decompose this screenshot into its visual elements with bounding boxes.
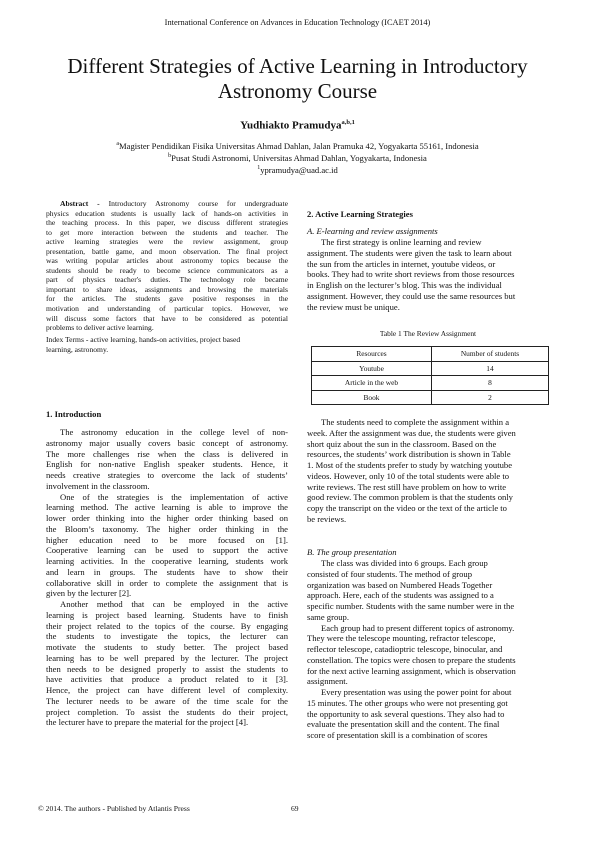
text-line: constellation. The topics were chosen to prepare the students xyxy=(307,654,516,665)
text-line: involvement in the classroom. xyxy=(46,480,150,491)
text-line: astronomy major usually covers basic concept of astronomy. xyxy=(46,437,288,448)
affiliation-text: Magister Pendidikan Fisika Universitas Ahmad Dahlan, Jalan Pramuka 42, Yogyakarta 55161, Indonesia xyxy=(118,140,479,151)
text-line: reflector telescope, catadioptric telescope, binocular, and xyxy=(307,644,503,654)
abstract xyxy=(46,199,288,333)
text-line: the Bloom’s taxonomy. The higher order thinking in the xyxy=(46,523,288,534)
title-line: Different Strategies of Active Learning in Introductory xyxy=(67,54,528,78)
text-line: needs creative strategies to overcome the lack of students’ xyxy=(46,470,288,480)
text-line: videos. However, only 10 of the total students were able to xyxy=(307,470,510,481)
table-row xyxy=(312,361,549,376)
text-line: specific number. Students with the same number were in the xyxy=(307,601,515,611)
text-line: English for non-native English speaker students. Hence, it xyxy=(46,459,288,470)
subsection-a-body-continued xyxy=(307,417,549,525)
text-line: books. They had to write short reviews from those resources xyxy=(307,269,515,280)
text-line: learning method. The active learning is able to improve the xyxy=(46,502,288,513)
text-line: week. After the assignment was due, the students were given xyxy=(307,427,516,438)
table-cell: 8 xyxy=(432,376,549,391)
table-cell: Book xyxy=(312,390,432,405)
abstract-text: Introductory Astronomy course for undergraduate xyxy=(108,199,288,208)
text-line: be reviews. xyxy=(307,513,347,524)
text-line: the opportunity to ask several questions. They also had to xyxy=(307,708,505,719)
text-line: The class was divided into 6 groups. Each group xyxy=(321,558,488,568)
author xyxy=(0,119,595,132)
text-line: The more challenges rise when the class is delivered in xyxy=(46,448,288,459)
text-line: assignment. xyxy=(307,676,348,687)
review-assignment-table xyxy=(311,346,549,405)
text-line: given by the lecturer [2]. xyxy=(46,588,132,599)
text-line: assignment. The students were given the task to learn about xyxy=(307,247,512,258)
affiliation-sup: 1 xyxy=(257,165,261,171)
subsection-a-body xyxy=(307,237,549,312)
section-heading-active-learning: 2. Active Learning Strategies xyxy=(307,209,413,219)
abstract-line: important to share ideas, assignments and browsing the materials xyxy=(46,284,288,294)
index-terms-line: learning, astronomy. xyxy=(46,344,109,354)
text-line: 1. Most of the students prefer to study by watching youtube xyxy=(307,460,513,470)
text-line: for the next active learning assignment, which is observation xyxy=(307,665,516,676)
abstract-line: to get more interaction between the students and teacher. The xyxy=(46,227,288,237)
affiliation-sup: a xyxy=(116,141,119,147)
text-line: Hence, the project can have different level of complexity. xyxy=(46,685,288,695)
text-line: the sun from the articles in internet, youtube videos, or xyxy=(307,258,496,269)
text-line: The lecturer needs to be aware of the time scale for the xyxy=(46,695,288,706)
affiliation-sup: b xyxy=(168,153,172,159)
text-line: collaborative skill in order to complete the assignment that is xyxy=(46,577,288,588)
page-number: 69 xyxy=(291,804,299,813)
table-cell: Youtube xyxy=(312,361,432,376)
conference-header: International Conference on Advances in Education Technology (ICAET 2014) xyxy=(164,18,431,27)
title-line: Astronomy Course xyxy=(217,79,378,103)
index-terms-line: Index Terms - active learning, hands-on activities, project based xyxy=(46,335,241,344)
text-line: evaluate the presentation skill and the content. The final xyxy=(307,719,500,730)
affiliation-text: Pusat Studi Astronomi, Universitas Ahmad Dahlan, Yogyakarta, Indonesia xyxy=(171,152,427,163)
text-line: motivate the students to study better. The project based xyxy=(46,642,288,652)
text-line: score of presentation skill is a combination of scores xyxy=(307,730,488,740)
table-cell: 2 xyxy=(432,390,549,405)
text-line: They were the telescope mounting, refractor telescope, xyxy=(307,633,496,644)
table-header-cell: Resources xyxy=(312,347,432,362)
text-line: consisted of four students. The method of group xyxy=(307,568,473,579)
text-line: Each group had to present different topics of astronomy. xyxy=(321,622,515,633)
text-line: learning activities. In the cooperative learning, students work xyxy=(46,556,288,566)
text-line: higher education need to be more focused on [1]. xyxy=(46,534,288,545)
paragraph xyxy=(46,599,288,728)
affiliation xyxy=(0,151,595,164)
text-line: organization was based on Numbered Heads Together xyxy=(307,579,493,590)
paragraph xyxy=(46,427,288,492)
text-line: same group. xyxy=(307,611,350,622)
text-line: write reviews. The rest still have problem on how to write xyxy=(307,481,507,492)
abstract-line: for the articles. The students gave positive responses in the xyxy=(46,294,288,304)
text-line: approach. Here, each of the students was assigned to a xyxy=(307,590,494,601)
section-heading-introduction: 1. Introduction xyxy=(46,409,102,419)
abstract-line: motivation and understanding of particular topics. However, we xyxy=(46,304,288,314)
table-cell: Article in the web xyxy=(312,376,432,391)
introduction-body xyxy=(46,427,288,728)
table-caption: Table 1 The Review Assignment xyxy=(379,329,477,338)
text-line: resources, the students’ work distribution is shown in Table xyxy=(307,449,511,460)
text-line: the lecturer have to prepare the material for the project [4]. xyxy=(46,717,249,728)
text-line: copy the transcript on the video or the text of the article to xyxy=(307,503,507,513)
text-line: learning has to be well prepared by the lecturer. The project xyxy=(46,652,288,663)
abstract-line: presentation, battle game, and moon observation. The final project xyxy=(46,246,288,256)
text-line: short quiz about the sun in the classroom. Based on the xyxy=(307,438,497,449)
text-line: lower order thinking into the higher order thinking based on xyxy=(46,513,288,523)
abstract-line: the teaching process. In this paper, we discuss different strategies xyxy=(46,218,288,228)
index-terms xyxy=(46,335,288,354)
text-line: good review. The common problem is that the students only xyxy=(307,492,513,503)
table-row xyxy=(312,390,549,405)
abstract-line: problems to deliver active learning. xyxy=(46,323,154,333)
text-line: the review must be unique. xyxy=(307,301,400,312)
email: ypramudya@uad.ac.id xyxy=(260,164,338,175)
text-line: One of the strategies is the implementation of active xyxy=(60,491,288,502)
abstract-line xyxy=(46,199,288,209)
text-line: their project related to the topics of the course. By engaging xyxy=(46,620,288,631)
author-name: Yudhiakto Pramudya xyxy=(240,119,342,132)
affiliation xyxy=(0,163,595,176)
footer-copyright: © 2014. The authors - Published by Atlantis Press xyxy=(38,804,190,813)
abstract-line: will discuss some factors that have to be considered as potential xyxy=(46,313,288,323)
text-line: in English on the lecturer’s blog. This was the individual xyxy=(307,280,502,290)
text-line: have activities that produce a product related to it [3]. xyxy=(46,674,288,685)
text-line: The astronomy education in the college level of non- xyxy=(60,427,288,437)
subsection-heading-b: B. The group presentation xyxy=(307,547,397,557)
table-row xyxy=(312,376,549,391)
text-line: learning is project based learning. Students have to finish xyxy=(46,609,288,620)
text-line: 15 minutes. The other groups who were not presenting got xyxy=(307,697,508,708)
text-line: Another method that can be employed in the active xyxy=(60,599,288,609)
paper-title xyxy=(40,54,555,104)
text-line: then needs to be designed properly to assist the students to xyxy=(46,663,288,674)
text-line: project completion. To assist the students do their project, xyxy=(46,706,288,717)
text-line: The students need to complete the assignment within a xyxy=(321,417,510,427)
text-line: and learn in groups. The students have to show their xyxy=(46,566,288,577)
abstract-line: active learning strategies were the review assignment, group xyxy=(46,237,288,247)
paragraph xyxy=(46,492,288,600)
subsection-b-body xyxy=(307,558,549,741)
abstract-label: Abstract - xyxy=(60,199,100,208)
text-line: Cooperative learning can be used to support the active xyxy=(46,545,288,556)
text-line: The first strategy is online learning and review xyxy=(321,237,482,247)
abstract-line: students should be ready to become science communicators as a xyxy=(46,265,288,275)
text-line: the students to investigate the topics, the lecturer can xyxy=(46,631,288,642)
abstract-line: part of physics teacher's duties. The technology role became xyxy=(46,275,288,285)
author-sup: a,b,1 xyxy=(341,119,355,126)
abstract-line: physics education students is usually lack of hands-on activities in xyxy=(46,208,288,218)
table-header-cell: Number of students xyxy=(432,347,549,362)
text-line: Every presentation was using the power point for about xyxy=(321,687,512,697)
abstract-line: was writing popular articles about astronomy topics because the xyxy=(46,256,288,266)
table-header-row xyxy=(312,347,549,362)
text-line: assignment. However, they could use the same resources but xyxy=(307,290,516,301)
affiliation xyxy=(0,139,595,152)
table-cell: 14 xyxy=(432,361,549,376)
subsection-heading-a: A. E-learning and review assignments xyxy=(307,226,438,236)
